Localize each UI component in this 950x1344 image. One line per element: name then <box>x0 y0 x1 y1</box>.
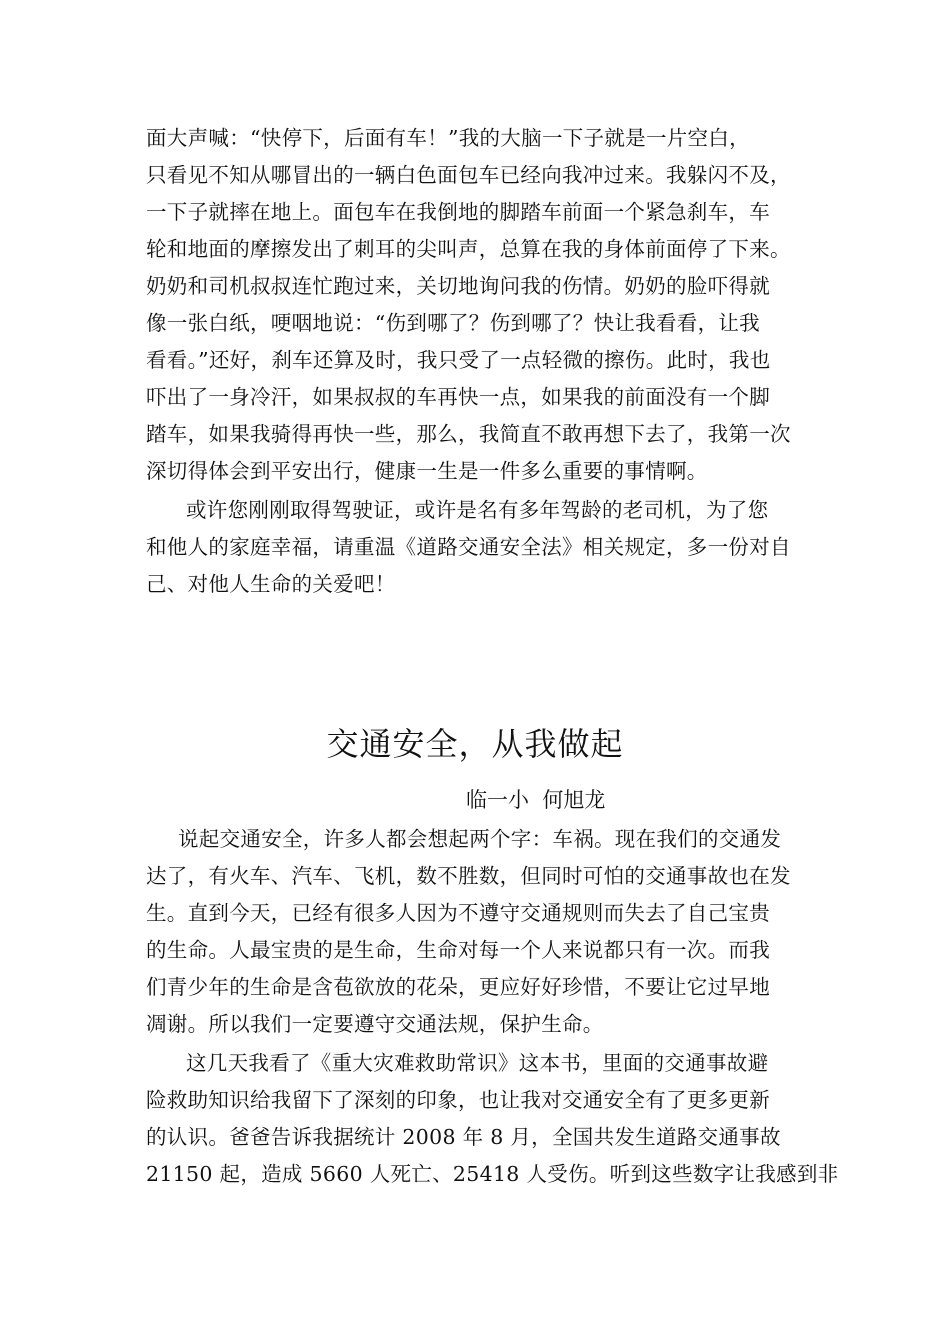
paragraph-line: 险救助知识给我留下了深刻的印象，也让我对交通安全有了更多更新 <box>146 1088 770 1112</box>
paragraph-line: 们青少年的生命是含苞欲放的花朵，更应好好珍惜，不要让它过早地 <box>146 975 770 999</box>
paragraph-line: 生。直到今天，已经有很多人因为不遵守交通规则而失去了自己宝贵 <box>146 901 770 925</box>
paragraph-line: 踏车，如果我骑得再快一些，那么，我简直不敢再想下去了，我第一次 <box>146 422 791 446</box>
paragraph-line: 21150 起，造成 5660 人死亡、25418 人受伤。听到这些数字让我感到非 <box>146 1162 839 1186</box>
paragraph-line: 说起交通安全，许多人都会想起两个字：车祸。现在我们的交通发 <box>178 827 782 851</box>
paragraph-line: 深切得体会到平安出行，健康一生是一件多么重要的事情啊。 <box>146 459 708 483</box>
paragraph-line: 只看见不知从哪冒出的一辆白色面包车已经向我冲过来。我躲闪不及， <box>146 163 791 187</box>
paragraph-line: 的认识。爸爸告诉我据统计 2008 年 8 月，全国共发生道路交通事故 <box>146 1125 781 1149</box>
paragraph-line: 己、对他人生命的关爱吧！ <box>146 572 396 596</box>
paragraph-line: 这几天我看了《重大灾难救助常识》这本书，里面的交通事故避 <box>186 1051 769 1075</box>
article-author: 临一小 何旭龙 <box>466 788 606 812</box>
paragraph-line: 一下子就摔在地上。面包车在我倒地的脚踏车前面一个紧急刹车，车 <box>146 200 770 224</box>
paragraph-line: 像一张白纸，哽咽地说：“伤到哪了？伤到哪了？快让我看看，让我 <box>146 311 760 335</box>
paragraph-line: 看看。”还好，刹车还算及时，我只受了一点轻微的擦伤。此时，我也 <box>146 348 771 372</box>
paragraph-line: 吓出了一身冷汗，如果叔叔的车再快一点，如果我的前面没有一个脚 <box>146 385 770 409</box>
paragraph-line: 的生命。人最宝贵的是生命，生命对每一个人来说都只有一次。而我 <box>146 938 770 962</box>
paragraph-line: 轮和地面的摩擦发出了刺耳的尖叫声，总算在我的身体前面停了下来。 <box>146 237 791 261</box>
paragraph-line: 和他人的家庭幸福，请重温《道路交通安全法》相关规定，多一份对自 <box>146 535 791 559</box>
paragraph-line: 或许您刚刚取得驾驶证，或许是名有多年驾龄的老司机，为了您 <box>186 498 769 522</box>
paragraph-line: 凋谢。所以我们一定要遵守交通法规，保护生命。 <box>146 1012 604 1036</box>
paragraph-line: 奶奶和司机叔叔连忙跑过来，关切地询问我的伤情。奶奶的脸吓得就 <box>146 274 770 298</box>
article-title: 交通安全，从我做起 <box>326 725 624 763</box>
paragraph-line: 达了，有火车、汽车、飞机，数不胜数，但同时可怕的交通事故也在发 <box>146 864 791 888</box>
paragraph-line: 面大声喊：“快停下，后面有车！”我的大脑一下子就是一片空白， <box>146 126 750 150</box>
